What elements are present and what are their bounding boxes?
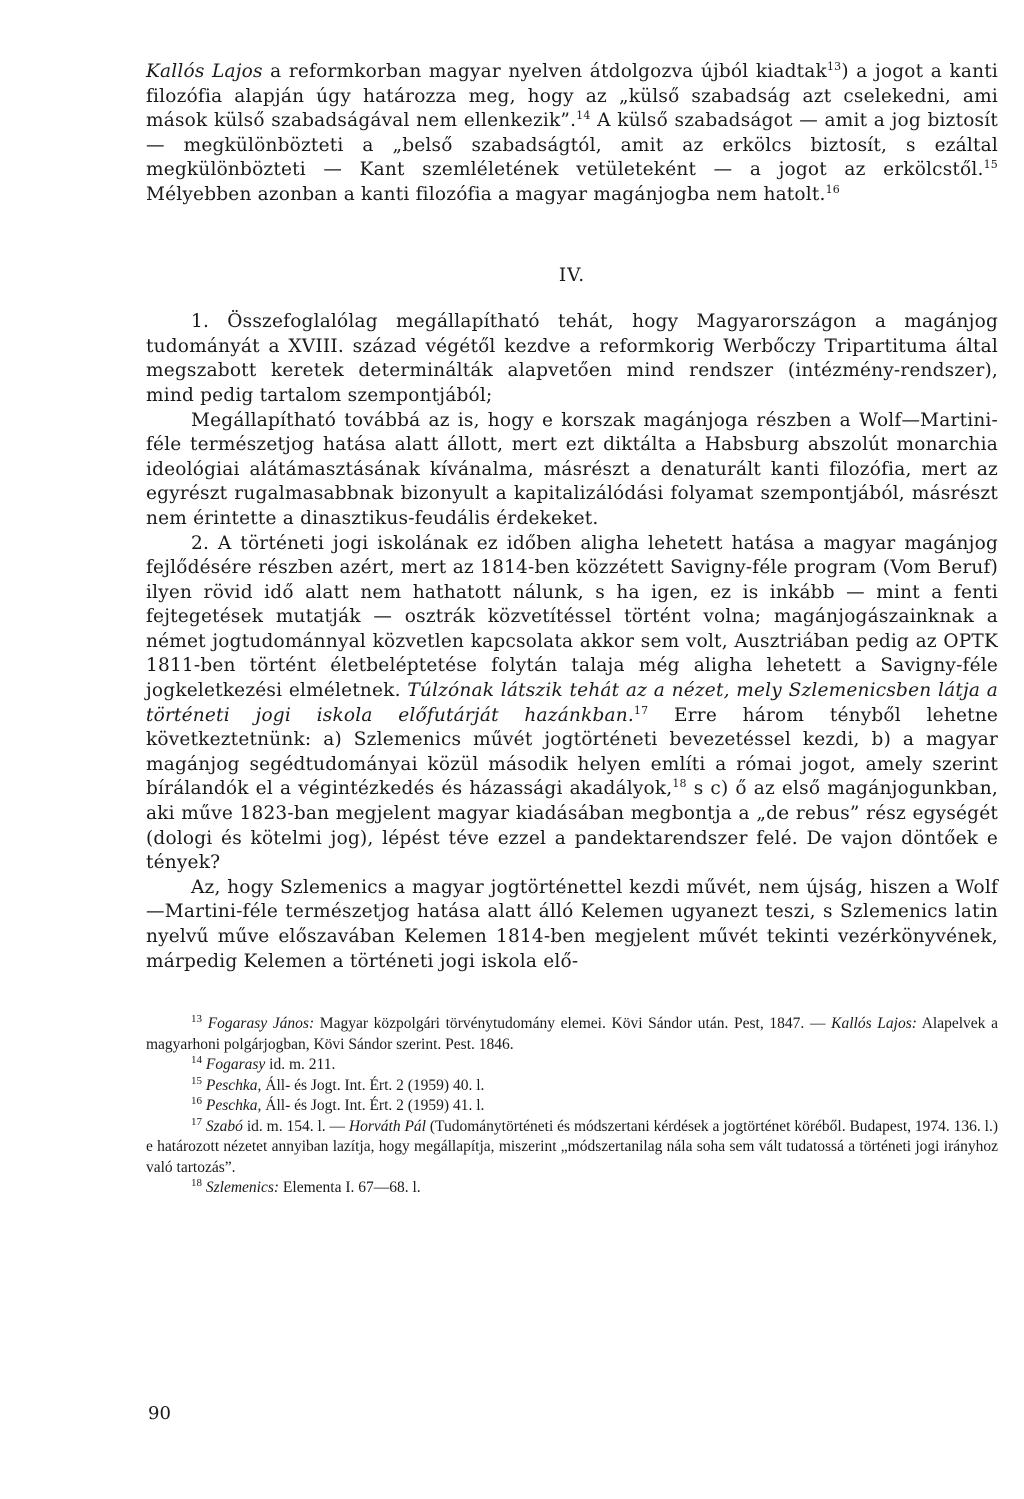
footnote-ref: 14 <box>576 109 591 123</box>
footnotes <box>146 1014 998 1199</box>
text-run: ) a jogot a kanti filozófia alapján úgy határozza meg, hogy az „külső szabadság azt cselekedni, ami mások külső szabadságával nem ellenkezik”. <box>146 61 998 132</box>
author-name: Kallós Lajos <box>146 61 263 82</box>
footnote-14 <box>146 1055 998 1076</box>
footnote-text: Elementa I. 67—68. l. <box>279 1179 421 1197</box>
text-run: a reformkorban magyar nyelven átdolgozva újból kiadtak <box>262 61 827 82</box>
footnote-text: Magyar közpolgári törvénytudomány elemei. Kövi Sándor után. Pest, 1847. — <box>314 1015 832 1033</box>
footnote-text: Áll- és Jogt. Int. Ért. 2 (1959) 41. l. <box>261 1097 485 1115</box>
footnote-text: (Tudománytörténeti és módszertani kérdések a jogtörténet köréből. Budapest, 1974. 136. l.) e határozott nézetet annyiban lazítja, hogy megállapítja, miszerint „módszertanilag nála soha sem vált tudatossá a történeti jogi irányhoz való tartozás”. <box>146 1117 999 1176</box>
footnote-author: Fogarasy <box>205 1056 266 1074</box>
footnote-15 <box>146 1076 998 1097</box>
text-run: s c) ő az első magánjogunkban, aki műve 1823-ban megjelent magyar kiadásában megbontja a „de rebus” rész egységét (dologi és kötelmi jog), lépést téve ezzel a pandektarendszer felé. De vajon döntőek e tények? <box>146 778 998 874</box>
footnote-ref: 13 <box>826 59 842 73</box>
footnote-author: Peschka, <box>205 1097 262 1115</box>
footnote-number: 13 <box>191 1013 202 1026</box>
footnote-ref: 17 <box>633 703 649 717</box>
page <box>146 60 998 1199</box>
footnote-author: Fogarasy János: <box>207 1015 315 1033</box>
footnote-author: Kallós Lajos: <box>831 1015 917 1033</box>
footnote-17 <box>146 1117 998 1179</box>
footnote-ref: 18 <box>672 777 687 791</box>
footnote-ref: 15 <box>983 158 998 172</box>
footnote-number: 15 <box>191 1074 202 1087</box>
footnote-author: Szabó <box>205 1117 243 1135</box>
body-text <box>146 60 998 974</box>
footnote-number: 17 <box>191 1115 202 1128</box>
text-run: A külső szabadságot — amit a jog biztosít — megkülönbözteti a „belső szabadságtól, amit az erkölcs biztosít, s ezáltal megkülönbözteti — Kant szemléletének vetületeként — a jogot az erkölcstől. <box>146 110 998 181</box>
footnote-number: 14 <box>191 1054 202 1067</box>
paragraph-summary-2: Megállapítható továbbá az is, hogy e korszak magánjoga részben a Wolf—Martini-féle természetjog hatása alatt állott, mert ezt diktálta a Habsburg abszolút monarchia ideológiai alátámasztásának kívánalma, másrészt a denaturált kanti filozófia, mert az egyrészt rugalmasabbnak bizonyult a kapitalizálódási folyamat szempontjából, másrészt nem érintette a dinasztikus-feudális érdekeket. <box>146 409 998 529</box>
paragraph-szlemenics: Az, hogy Szlemenics a magyar jogtörténettel kezdi művét, nem újság, hiszen a Wolf—Martini-féle természetjog hatása alatt álló Kelemen ugyanezt teszi, s Szlemenics latin nyelvű műve előszavában Kelemen 1814-ben megjelent művét tekinti vezérkönyvének, márpedig Kelemen a történeti jogi iskola elő- <box>146 876 998 972</box>
paragraph-intro <box>146 60 998 208</box>
footnote-ref: 16 <box>825 182 841 196</box>
footnote-number: 18 <box>191 1177 202 1190</box>
footnote-author: Szlemenics: <box>205 1179 280 1197</box>
paragraph-historical-school <box>146 532 998 876</box>
footnote-author: Peschka, <box>205 1076 262 1094</box>
footnote-16 <box>146 1096 998 1117</box>
footnote-18 <box>146 1178 998 1199</box>
footnote-text: Áll- és Jogt. Int. Ért. 2 (1959) 40. l. <box>261 1076 485 1094</box>
paragraph-summary-1: 1. Összefoglalólag megállapítható tehát, hogy Magyarországon a magánjog tudományát a XVIII. század végétől kezdve a reformkorig Werbőczy Tripartituma által megszabott keretek determinálták alapvetően mind rendszer (intézmény-rendszer), mind pedig tartalom szempontjából; <box>146 311 998 406</box>
footnote-text: Alapelvek a magyarhoni polgárjogban, Kövi Sándor szerint. Pest. 1846. <box>146 1015 998 1053</box>
footnote-number: 16 <box>191 1095 202 1108</box>
italic-claim: Túlzónak látszik tehát az a nézet, mely Szlemenicsben látja a történeti jogi iskola előfutárját hazánkban. <box>146 680 998 726</box>
text-run: 2. A történeti jogi iskolának ez időben aligha lehetett hatása a magyar magánjog fejlődésére részben azért, mert az 1814-ben közzétett Savigny-féle program (Vom Beruf) ilyen rövid idő alatt nem hathatott nálunk, s ha igen, ez is inkább — mint a fenti fejtegetések mutatják — osztrák közvetítéssel történt volna; magánjogászainknak a német jogtudománnyal közvetlen kapcsolata akkor sem volt, Ausztriában pedig az OPTK 1811-ben történt életbeléptetése folytán talaja még aligha lehetett a Savigny-féle jogkeletkezési elméletnek. <box>146 532 998 702</box>
section-heading: IV. <box>558 264 586 286</box>
text-run: Mélyebben azonban a kanti filozófia a magyar magánjogba nem hatolt. <box>146 183 826 205</box>
footnote-text: id. m. 154. l. — <box>242 1117 349 1135</box>
footnote-text: id. m. 211. <box>265 1056 336 1074</box>
footnote-author: Horváth Pál <box>348 1117 426 1135</box>
page-number: 90 <box>148 1403 171 1424</box>
footnote-13 <box>146 1014 998 1055</box>
text-run: Erre három tényből lehetne következtetnünk: a) Szlemenics művét jogtörténeti bevezetéssel kezdi, b) a magyar magánjog segédtudományai közül második helyen említi a római jogot, amely szerint bírálandók el a végintézkedés és házassági akadályok, <box>146 704 998 800</box>
